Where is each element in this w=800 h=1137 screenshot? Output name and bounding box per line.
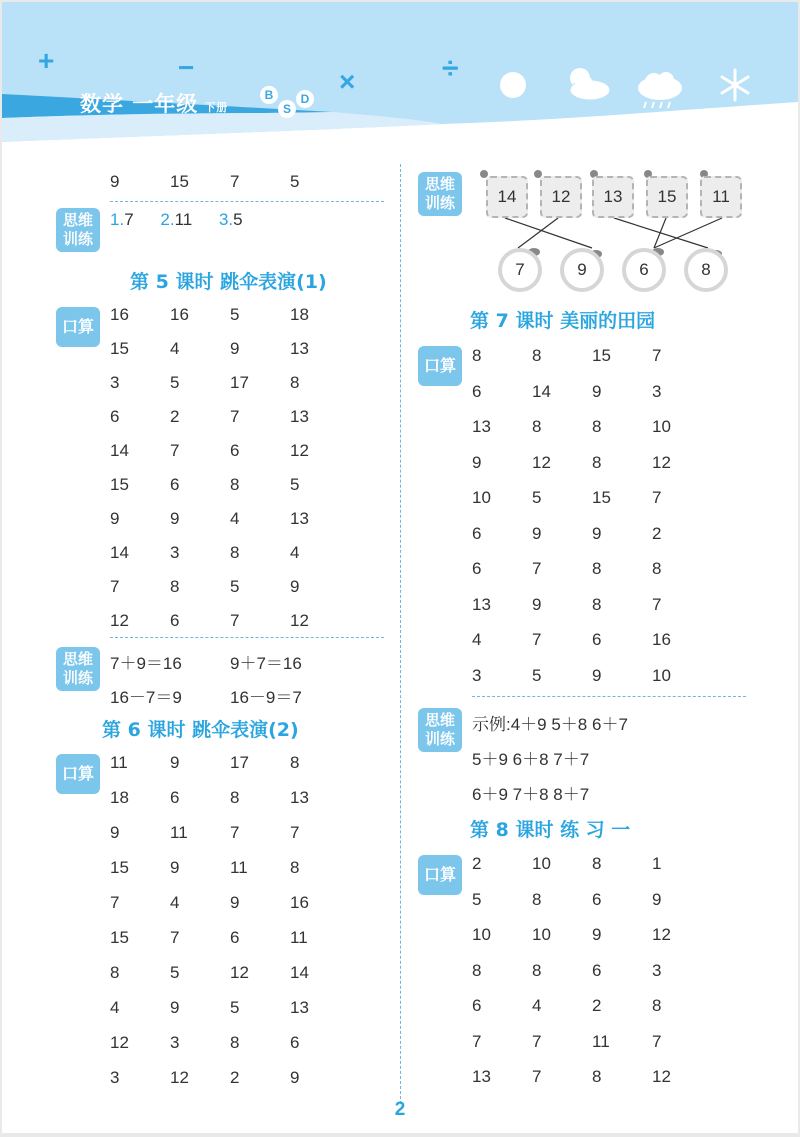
- column-divider: [400, 164, 401, 1104]
- sun-icon: [498, 70, 528, 100]
- answer-cell: 7: [230, 823, 240, 842]
- answer-cell: 13: [290, 407, 309, 426]
- answer-cell: 8: [230, 788, 240, 807]
- answer-cell: 5: [472, 889, 482, 909]
- answer-cell: 9: [592, 665, 602, 685]
- tag-line: 思维: [424, 711, 455, 729]
- answer-cell: 8: [532, 417, 542, 436]
- equation: 9＋7＝16: [230, 654, 302, 673]
- number-ring: 6: [622, 248, 666, 292]
- answer-cell: 8: [290, 753, 300, 772]
- answer-cell: 6: [230, 928, 240, 947]
- answer-cell: 5: [170, 373, 180, 392]
- answer-cell: 16: [110, 305, 129, 324]
- answer-cell: 13: [472, 417, 491, 436]
- lesson-8-title: 第 8 课时 练 习 一: [470, 819, 631, 841]
- answer-cell: 15: [592, 346, 611, 365]
- thinking-training-tag: [56, 208, 100, 252]
- answer-cell: 4: [170, 339, 180, 358]
- question-number: 3.: [218, 210, 234, 229]
- minus-symbol-icon: −: [178, 52, 195, 83]
- page-header: [2, 2, 798, 152]
- answer-cell: 17: [230, 373, 249, 392]
- answer-cell: 2: [472, 854, 482, 873]
- answer-cell: 9: [110, 172, 120, 191]
- answer-cell: 15: [592, 488, 611, 507]
- answer-cell: 4: [532, 996, 542, 1015]
- answer-cell: 12: [652, 925, 671, 944]
- answer-cell: 7: [230, 611, 240, 630]
- answer-cell: 9: [592, 523, 602, 543]
- plus-symbol-icon: +: [38, 45, 55, 76]
- answer-cell: 6: [592, 630, 602, 649]
- answer-cell: 8: [532, 346, 542, 365]
- answer-cell: 3: [472, 665, 482, 685]
- answer-cell: 7: [652, 594, 662, 614]
- tag-line: 思维: [424, 175, 455, 193]
- answer-cell: 7: [230, 407, 240, 426]
- answer-cell: 8: [592, 417, 602, 436]
- number-card: 15: [646, 176, 688, 218]
- number-ring: 7: [498, 248, 542, 292]
- answer-cell: 7: [170, 441, 180, 460]
- answer-cell: 12: [652, 452, 671, 472]
- workbook-page: [2, 2, 798, 1133]
- answer-cell: 7: [532, 630, 542, 649]
- question-number: 1.: [110, 210, 125, 229]
- mental-arithmetic-tag: 口算: [56, 307, 100, 347]
- answer-cell: 7: [170, 928, 180, 947]
- answer-cell: 9: [532, 523, 542, 543]
- answer-cell: 4: [472, 630, 482, 649]
- divide-symbol-icon: ÷: [442, 52, 459, 85]
- answer-cell: 11: [290, 928, 308, 947]
- answer-cell: 15: [170, 172, 189, 191]
- answer-cell: 8: [652, 559, 662, 578]
- answer-cell: 7: [110, 893, 120, 912]
- answer-cell: 6: [472, 996, 482, 1015]
- answer-cell: 15: [110, 339, 129, 358]
- thinking-training-tag: [418, 172, 462, 216]
- answer-cell: 16: [652, 630, 671, 649]
- answer-cell: 7: [110, 577, 120, 596]
- section-divider: [110, 637, 384, 638]
- answer-cell: 6: [170, 611, 180, 630]
- lesson-7-title: 第 7 课时 美丽的田园: [470, 310, 656, 332]
- answer-cell: 2: [170, 407, 180, 426]
- equation: 16－7＝9: [110, 688, 182, 707]
- answer-cell: 16: [290, 893, 309, 912]
- answer-cell: 15: [110, 858, 129, 877]
- answer-cell: 6: [592, 960, 602, 980]
- answer-cell: 8: [592, 559, 602, 578]
- answer-cell: 8: [592, 594, 602, 614]
- answer-cell: 8: [532, 960, 542, 980]
- answer-value: 11: [174, 210, 193, 229]
- answer-cell: 9: [170, 509, 180, 528]
- edition-letter-s: S: [278, 100, 296, 118]
- answer-cell: 5: [230, 577, 240, 596]
- answer-cell: 12: [290, 611, 309, 630]
- answer-cell: 6: [170, 788, 180, 807]
- answer-cell: 9: [230, 339, 240, 358]
- answer-cell: 1: [652, 854, 662, 873]
- answer-cell: 2: [652, 523, 662, 543]
- answer-cell: 7: [290, 823, 300, 842]
- answer-cell: 15: [110, 475, 129, 494]
- thinking-training-tag: [418, 708, 462, 752]
- question-number: 2.: [160, 210, 175, 229]
- example-line: 示例:4＋9 5＋8 6＋7: [472, 715, 628, 734]
- answer-cell: 9: [170, 753, 180, 772]
- answer-cell: 14: [110, 543, 129, 562]
- answer-cell: 4: [170, 893, 180, 912]
- answer-cell: 13: [290, 788, 309, 807]
- answer-cell: 3: [170, 1033, 180, 1052]
- answer-cell: 5: [230, 998, 240, 1017]
- answer-cell: 9: [532, 594, 542, 614]
- answer-cell: 7: [472, 1031, 482, 1051]
- answer-cell: 12: [110, 611, 129, 630]
- volume-text: 下册: [204, 101, 229, 114]
- answer-cell: 10: [472, 488, 491, 507]
- answer-cell: 6: [110, 407, 120, 426]
- tag-line: 思维: [62, 650, 93, 668]
- answer-cell: 9: [170, 998, 180, 1017]
- answer-cell: 12: [170, 1068, 189, 1087]
- tag-line: 训练: [62, 230, 93, 248]
- lesson-5-title: 第 5 课时 跳伞表演(1): [130, 271, 327, 293]
- answer-cell: 9: [472, 452, 482, 472]
- answer-cell: 12: [532, 452, 551, 472]
- answer-cell: 10: [472, 925, 491, 944]
- section-divider: [110, 201, 384, 202]
- edition-letter-b: B: [260, 86, 278, 104]
- tag-line: 训练: [424, 194, 455, 212]
- answer-cell: 8: [592, 452, 602, 472]
- answer-cell: 18: [110, 788, 129, 807]
- answer-cell: 18: [290, 305, 309, 324]
- answer-cell: 13: [472, 594, 491, 614]
- thinking-answers-1: [110, 210, 243, 230]
- answer-cell: 4: [230, 509, 240, 528]
- answer-cell: 9: [230, 893, 240, 912]
- answer-cell: 8: [290, 373, 300, 392]
- answer-cell: 14: [290, 963, 309, 982]
- answer-cell: 10: [532, 854, 551, 873]
- answer-cell: 2: [230, 1068, 240, 1087]
- answer-cell: 3: [110, 373, 120, 392]
- answer-cell: 14: [110, 441, 129, 460]
- answer-cell: 15: [110, 928, 129, 947]
- answer-cell: 5: [532, 665, 542, 685]
- answer-cell: 8: [592, 854, 602, 873]
- answer-cell: 7: [652, 1031, 662, 1051]
- answer-cell: 12: [110, 1033, 129, 1052]
- tag-line: 训练: [424, 730, 455, 748]
- answer-cell: 10: [652, 665, 671, 685]
- answer-cell: 9: [592, 381, 602, 401]
- answer-cell: 7: [532, 1067, 542, 1086]
- answer-cell: 5: [532, 488, 542, 507]
- lesson-6-title: 第 6 课时 跳伞表演(2): [102, 719, 299, 741]
- example-line: 5＋9 6＋8 7＋7: [472, 750, 590, 769]
- times-symbol-icon: ×: [339, 66, 356, 97]
- answer-cell: 10: [652, 417, 671, 436]
- answer-cell: 5: [290, 172, 300, 191]
- answer-cell: 7: [652, 346, 662, 365]
- book-title: [80, 88, 228, 118]
- answer-cell: 3: [652, 960, 662, 980]
- answer-cell: 10: [532, 925, 551, 944]
- answer-cell: 8: [532, 889, 542, 909]
- number-card: 14: [486, 176, 528, 218]
- answer-value: 7: [124, 210, 134, 229]
- answer-cell: 6: [230, 441, 240, 460]
- answer-cell: 7: [532, 1031, 542, 1051]
- edition-letter-d: D: [296, 90, 314, 108]
- number-ring: 9: [560, 248, 604, 292]
- answer-cell: 6: [170, 475, 180, 494]
- answer-cell: 8: [230, 1033, 240, 1052]
- answer-cell: 3: [170, 543, 180, 562]
- answer-cell: 6: [592, 889, 602, 909]
- example-line: 6＋9 7＋8 8＋7: [472, 785, 590, 804]
- answer-cell: 9: [170, 858, 180, 877]
- answer-cell: 8: [170, 577, 180, 596]
- equation: 7＋9＝16: [110, 654, 182, 673]
- answer-cell: 13: [290, 998, 309, 1017]
- answer-cell: 6: [472, 523, 482, 543]
- answer-cell: 8: [592, 1067, 602, 1086]
- number-card: 13: [592, 176, 634, 218]
- answer-cell: 4: [290, 543, 300, 562]
- answer-cell: 9: [290, 1068, 300, 1087]
- answer-cell: 8: [290, 858, 300, 877]
- answer-cell: 7: [230, 172, 240, 191]
- answer-cell: 5: [290, 475, 300, 494]
- answer-cell: 11: [230, 858, 248, 877]
- answer-cell: 13: [290, 339, 309, 358]
- answer-cell: 8: [472, 346, 482, 365]
- answer-cell: 12: [290, 441, 309, 460]
- tag-line: 训练: [62, 669, 93, 687]
- answer-cell: 4: [110, 998, 120, 1017]
- answer-cell: 5: [230, 305, 240, 324]
- page-number: 2: [394, 1099, 406, 1120]
- answer-cell: 7: [532, 559, 542, 578]
- answer-cell: 12: [230, 963, 249, 982]
- snowflake-icon: [718, 68, 752, 102]
- answer-cell: 11: [592, 1031, 610, 1051]
- answer-cell: 11: [110, 753, 128, 772]
- answer-cell: 8: [230, 543, 240, 562]
- number-card: 11: [700, 176, 742, 218]
- answer-cell: 8: [110, 963, 120, 982]
- answer-cell: 3: [652, 381, 662, 401]
- answer-cell: 2: [592, 996, 602, 1015]
- answer-value: 5: [233, 210, 243, 229]
- number-card: 12: [540, 176, 582, 218]
- mental-arithmetic-tag: 口算: [56, 754, 100, 794]
- cloud-sun-icon: [562, 64, 612, 104]
- answer-cell: 8: [652, 996, 662, 1015]
- answer-cell: 13: [472, 1067, 491, 1086]
- answer-cell: 17: [230, 753, 249, 772]
- mental-arithmetic-tag: 口算: [418, 855, 462, 895]
- title-text: 数学 一年级: [80, 92, 199, 116]
- answer-cell: 6: [472, 381, 482, 401]
- section-divider: [472, 696, 746, 697]
- answer-cell: 14: [532, 381, 551, 401]
- answer-cell: 9: [290, 577, 300, 596]
- thinking-training-tag: [56, 647, 100, 691]
- answer-cell: 5: [170, 963, 180, 982]
- answer-cell: 11: [170, 823, 188, 842]
- answer-cell: 13: [290, 509, 309, 528]
- number-ring: 8: [684, 248, 728, 292]
- answer-cell: 12: [652, 1067, 671, 1086]
- tag-line: 思维: [62, 211, 93, 229]
- answer-cell: 6: [472, 559, 482, 578]
- answer-cell: 8: [230, 475, 240, 494]
- answer-cell: 6: [290, 1033, 300, 1052]
- answer-cell: 8: [472, 960, 482, 980]
- answer-cell: 9: [652, 889, 662, 909]
- answer-cell: 9: [110, 509, 120, 528]
- answer-cell: 9: [110, 823, 120, 842]
- mental-arithmetic-tag: 口算: [418, 346, 462, 386]
- equation: 16－9＝7: [230, 688, 302, 707]
- rain-cloud-icon: [634, 68, 688, 114]
- answer-cell: 7: [652, 488, 662, 507]
- answer-cell: 16: [170, 305, 189, 324]
- answer-cell: 3: [110, 1068, 120, 1087]
- answer-cell: 9: [592, 925, 602, 944]
